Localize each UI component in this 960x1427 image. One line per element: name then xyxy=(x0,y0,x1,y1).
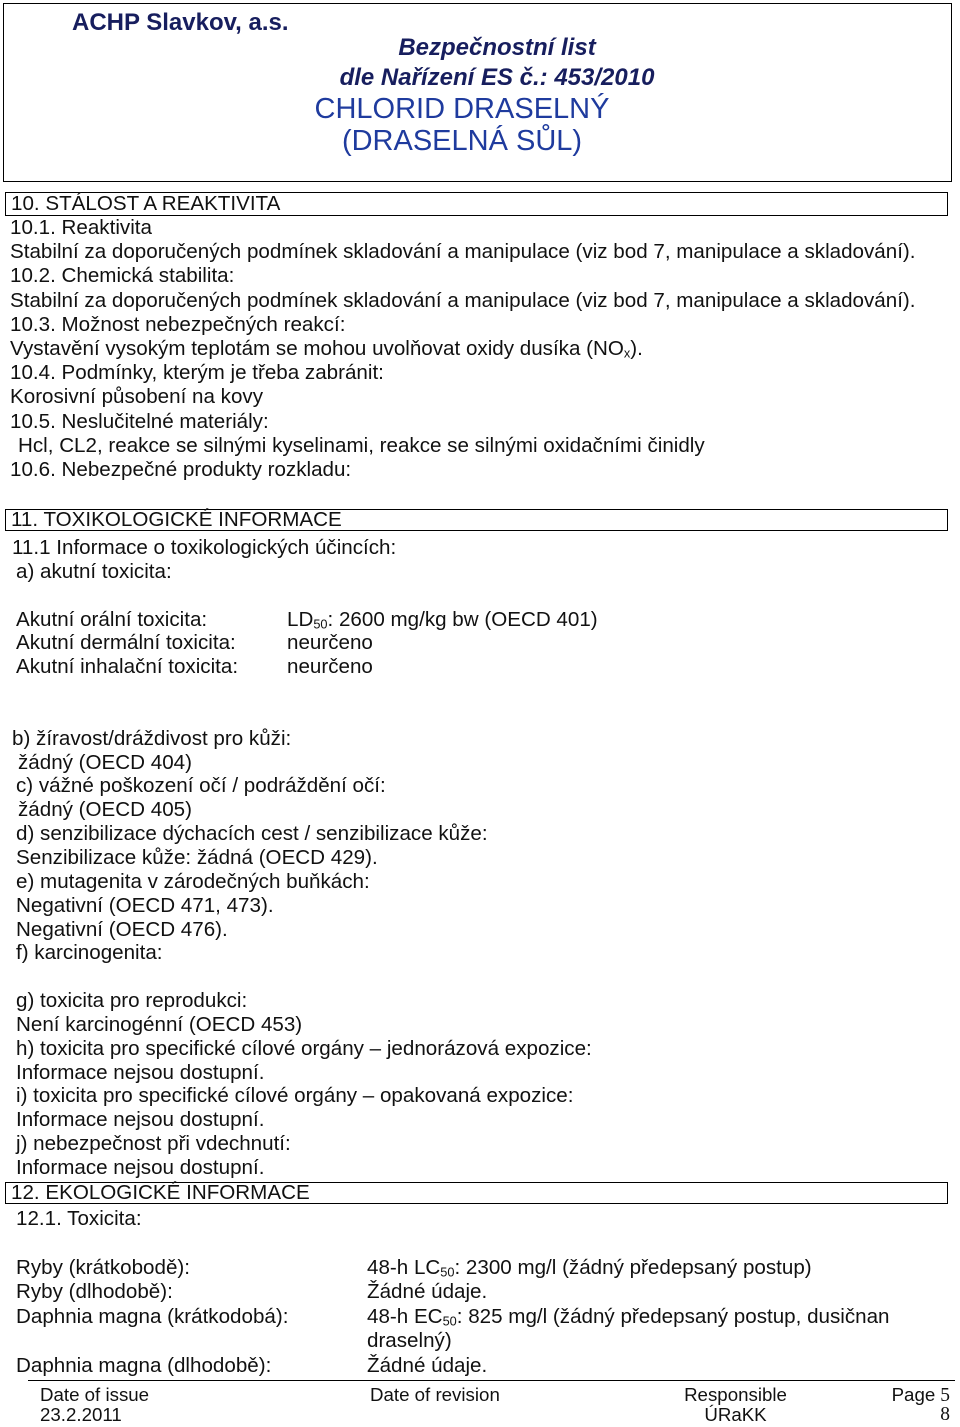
date-of-revision-label: Date of revision xyxy=(370,1384,500,1405)
daphnia-short-term-label: Daphnia magna (krátkodobá): xyxy=(16,1304,289,1328)
fish-long-term-label: Ryby (dlhodobě): xyxy=(16,1280,173,1303)
page-number: 5 xyxy=(940,1385,950,1406)
stot-single-heading: h) toxicita pro specifické cílové orgány – jednorázová expozice: xyxy=(16,1036,592,1060)
daphnia-long-term-row xyxy=(0,1354,942,1379)
sensitisation-heading: d) senzibilizace dýchacích cest / senzibilizace kůže: xyxy=(16,822,488,846)
responsible-label: Responsible xyxy=(684,1384,787,1405)
eye-damage-heading: c) vážné poškození očí / podráždění očí: xyxy=(16,774,386,798)
acute-inhalation-row xyxy=(0,655,598,679)
acute-dermal-row xyxy=(0,631,598,655)
chemical-stability-text: Stabilní za doporučených podmínek skladování a manipulace (viz bod 7, manipulace a skladování). xyxy=(10,288,916,312)
stot-repeated-heading: i) toxicita pro specifické cílové orgány – opakovaná expozice: xyxy=(16,1084,574,1108)
acute-toxicity-heading: a) akutní toxicita: xyxy=(16,559,172,583)
hazardous-reactions-text-main: Vystavění vysokým teplotám se mohou uvolňovat oxidy dusíka (NO xyxy=(10,337,624,361)
incompatible-materials-text: Hcl, CL2, reakce se silnými kyselinami, reakce se silnými oxidačními činidly xyxy=(18,433,705,457)
mutagenicity-value-1: Negativní (OECD 471, 473). xyxy=(16,893,274,917)
sensitisation-value: Senzibilizace kůže: žádná (OECD 429). xyxy=(16,845,378,869)
acute-oral-value-main: LD xyxy=(287,607,314,631)
chemical-stability-heading: 10.2. Chemická stabilita: xyxy=(10,264,235,288)
section-12-heading: 12. EKOLOGICKÉ INFORMACE xyxy=(5,1182,948,1204)
daphnia-long-term-value: Žádné údaje. xyxy=(367,1353,488,1377)
acute-oral-value-rest: : 2600 mg/kg bw (OECD 401) xyxy=(327,607,598,631)
date-of-issue-value: 23.2.2011 xyxy=(40,1404,122,1425)
company-name: ACHP Slavkov, a.s. xyxy=(72,9,289,36)
hazardous-reactions-text-end: ). xyxy=(630,337,643,361)
incompatible-materials-heading: 10.5. Neslučitelné materiály: xyxy=(10,409,269,433)
section-11-heading: 11. TOXIKOLOGICKÉ INFORMACE xyxy=(5,509,948,531)
lc50-subscript: 50 xyxy=(440,1264,455,1280)
hazardous-reactions-text xyxy=(10,337,916,361)
stot-single-value: Informace nejsou dostupní. xyxy=(16,1060,265,1084)
daphnia-short-term-row xyxy=(0,1305,942,1354)
page-indicator xyxy=(892,1385,950,1406)
fish-short-term-value xyxy=(367,1256,942,1281)
conditions-to-avoid-heading: 10.4. Podmínky, kterým je třeba zabránit: xyxy=(10,361,384,385)
fish-short-term-value-main: 48-h LC xyxy=(367,1255,441,1279)
acute-dermal-value: neurčeno xyxy=(287,631,373,655)
daphnia-long-term-label: Daphnia magna (dlhodobě): xyxy=(16,1353,272,1377)
acute-oral-label: Akutní orální toxicita: xyxy=(16,607,208,631)
carcinogenicity-heading: f) karcinogenita: xyxy=(16,941,163,965)
reactivity-text: Stabilní za doporučených podmínek skladování a manipulace (viz bod 7, manipulace a skladování). xyxy=(10,240,916,264)
product-name: CHLORID DRASELNÝ xyxy=(314,93,610,125)
reproductive-toxicity-value: Není karcinogénní (OECD 453) xyxy=(16,1012,303,1036)
fish-long-term-row xyxy=(0,1280,942,1305)
ecotoxicity-subheading: 12.1. Toxicita: xyxy=(16,1206,142,1230)
page-total: 8 xyxy=(940,1404,950,1425)
mutagenicity-heading: e) mutagenita v zárodečných buňkách: xyxy=(16,869,370,893)
aspiration-hazard-heading: j) nebezpečnost při vdechnutí: xyxy=(16,1132,291,1156)
fish-long-term-value: Žádné údaje. xyxy=(367,1280,488,1303)
daphnia-short-term-value-main: 48-h EC xyxy=(367,1304,443,1328)
nox-subscript: x xyxy=(623,345,631,361)
toxicology-subheading: 11.1 Informace o toxikologických účincích: xyxy=(12,536,397,559)
acute-inhalation-label: Akutní inhalační toxicita: xyxy=(16,655,239,679)
acute-oral-row xyxy=(0,608,598,632)
reproductive-toxicity-heading: g) toxicita pro reprodukci: xyxy=(16,989,248,1013)
regulation-reference: dle Nařízení ES č.: 453/2010 xyxy=(339,64,655,91)
acute-oral-value xyxy=(287,608,598,632)
document-title: Bezpečnostní list xyxy=(398,34,596,61)
date-of-issue-label: Date of issue xyxy=(40,1384,150,1405)
skin-corrosion-value: žádný (OECD 404) xyxy=(18,750,192,774)
fish-short-term-value-rest: : 2300 mg/l (žádný předepsaný postup) xyxy=(454,1255,812,1279)
section-10-content xyxy=(10,216,916,482)
aspiration-hazard-value: Informace nejsou dostupní. xyxy=(16,1155,265,1179)
fish-short-term-row xyxy=(0,1256,942,1281)
document-header xyxy=(3,3,952,182)
responsible-value: ÚRaKK xyxy=(704,1404,767,1425)
section-12-content xyxy=(0,1207,942,1379)
stot-repeated-value: Informace nejsou dostupní. xyxy=(16,1108,265,1132)
reactivity-heading: 10.1. Reaktivita xyxy=(10,216,152,239)
fish-short-term-label: Ryby (krátkobodě): xyxy=(16,1255,190,1279)
section-10-heading: 10. STÁLOST A REAKTIVITA xyxy=(5,192,948,216)
product-alias: (DRASELNÁ SŮL) xyxy=(341,125,583,157)
acute-inhalation-value: neurčeno xyxy=(287,655,373,679)
section-11-content xyxy=(0,536,598,1180)
hazardous-reactions-heading: 10.3. Možnost nebezpečných reakcí: xyxy=(10,312,346,336)
page-footer xyxy=(28,1380,955,1426)
ld50-subscript: 50 xyxy=(313,616,328,632)
skin-corrosion-heading: b) žíravost/dráždivost pro kůži: xyxy=(12,726,292,750)
mutagenicity-value-2: Negativní (OECD 476). xyxy=(16,917,228,941)
ec50-subscript: 50 xyxy=(442,1313,457,1329)
page-label: Page xyxy=(891,1384,936,1405)
daphnia-short-term-value xyxy=(367,1305,942,1354)
acute-dermal-label: Akutní dermální toxicita: xyxy=(16,631,236,655)
decomposition-products-heading: 10.6. Nebezpečné produkty rozkladu: xyxy=(10,458,352,482)
eye-damage-value: žádný (OECD 405) xyxy=(18,798,192,822)
conditions-to-avoid-text: Korosivní působení na kovy xyxy=(10,385,263,409)
daphnia-short-term-value-rest: : 825 mg/l (žádný předepsaný postup, dusičnan draselný) xyxy=(367,1304,890,1352)
